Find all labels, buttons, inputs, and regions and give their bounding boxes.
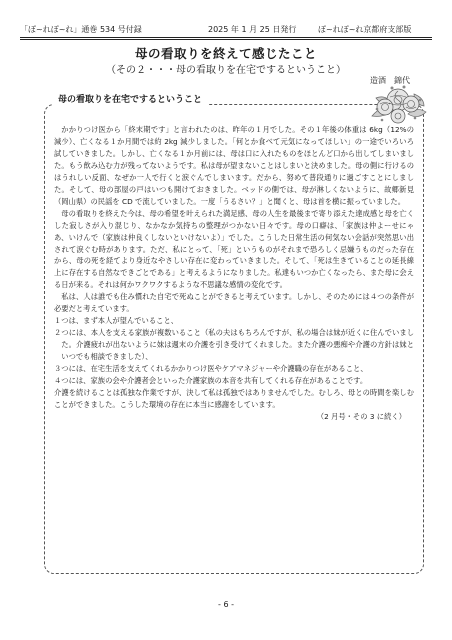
condition-item: １つは、まず本人が望んでいること、 (54, 316, 179, 326)
condition-item: ３つには、在宅生活を支えてくれるかかりつけ医やケアマネジャーや介護職の存在があること、 (54, 364, 368, 374)
closing-paragraph: 介護を続けることは孤独な作業ですが、決して私は孤独ではありませんでした。むしろ、母との時間を楽しむことができました。こうした環境の存在に本当に感謝をしています。 (54, 387, 414, 409)
continuation-note: （2 月号・その 3 に続く） (316, 411, 406, 421)
condition-item: ４つには、家族の会や介護者会といった介護家族の本音を共有してくれる存在があることです。 (54, 376, 368, 386)
page-number: - 6 - (218, 600, 234, 609)
header-rule-bottom (20, 39, 432, 40)
condition-item: ２つには、本人を支える家族が複数いること（私の夫はもちろんですが、私の場合は妹が近くに住んでいました。介護疲れが出ないように妹は週末の介護を引き受けてくれました。また介護の悪痴や介護の方針は妹といつでも相談できました）、 (54, 328, 414, 362)
header-branch-name: ぽ~れぽ~れ京都府支部版 (318, 25, 412, 34)
article-author: 造酒 錦代 (370, 76, 410, 85)
flower-bouquet-icon (368, 76, 428, 130)
article-subtitle: （その２・・・母の看取りを在宅でするということ） (106, 65, 346, 76)
header-publish-date: 2025 年 1 月 25 日発行 (208, 25, 297, 34)
article-title: 母の看取りを終えて感じたこと (134, 46, 317, 61)
body-paragraph: 私は、人は誰でも住み慣れた自宅で死ぬことができると考えています。しかし、そのためには４つの条件が必要だと考えています。 (54, 292, 414, 314)
body-paragraph: かかりつけ医から「終末期です」と言われたのは、昨年の１月でした。その１年後の体重は 6kg（12%の減少）、亡くなる１か月間では約 2kg 減少しました。「何とか食べて元気になってほしい」の一途でいろいろ試していきました。しかし、亡くなる１か月前には、母は口に入れたものをほとんど口から出してしまいました。もう飲み込む力が残ってないようです。私は母が望まないことはしまいと決めました。母の側に行けるのはうれしい反面、なぜか一人で行くと涙ぐんでしまいます。だから、努めて普段通りに過ごすことにしました。そして、母の部屋の戸はいつも開けておきました。ベッドの側では、母が淋しくないように、故郷新見（岡山県）の民謡を CD で流していました。一度「うるさい？」と聞くと、母は首を横に振っていました。 (54, 125, 414, 206)
box-heading: 母の看取りを在宅でするということ (52, 92, 208, 105)
header-rule-top (20, 37, 432, 38)
article-body (54, 124, 414, 423)
body-paragraph: 母の看取りを終えた今は、母の希望を叶えられた満足感、母の人生を最後まで寄り添えた達成感と母を亡くした寂しさが入り混じり、なかなか気持ちの整理がつかない日々です。母の口癖は、「家族は仲よーせにゃあ、いけんで（家族は仲良くしないといけないよ）」でした。こうした日常生活の何気ない会話が突然思い出されて涙ぐむ時があります。ただ、私にとって、「死」というものがそれまで恐ろしく忌嫌うものだった存在から、母の死を経てより身近なやさしい存在に変わっていきました。そして、「死は生きていることの延長線上に存在する自然なできごとである」と考えるようになりました。私達もいつか亡くなったら、また母に会える日が来る。それは何かワクワクするような不思議な感情の変化です。 (54, 208, 414, 290)
header-issue-info: 「ぽ~れぽ~れ」通巻 534 号付録 (20, 25, 142, 34)
